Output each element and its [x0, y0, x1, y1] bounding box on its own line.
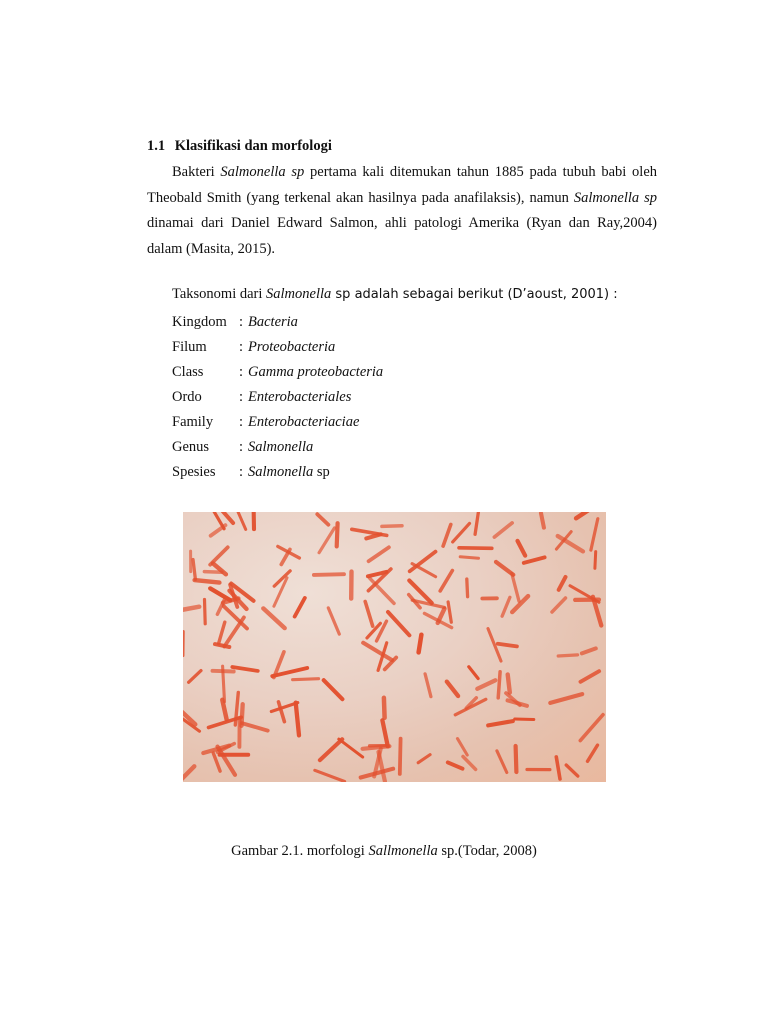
taxonomy-colon: : — [239, 314, 244, 330]
bacterium-rod — [550, 694, 582, 703]
bacterium-rod — [595, 552, 596, 569]
taxonomy-value: Enterobacteriaciae — [248, 414, 360, 430]
taxonomy-row — [172, 335, 383, 360]
bacterium-rod — [458, 739, 468, 755]
bacterium-rod — [320, 739, 342, 760]
bacterium-rod — [242, 704, 243, 726]
bacterium-rod — [221, 512, 233, 523]
taxonomy-colon: : — [239, 364, 244, 380]
bacterium-rod — [508, 675, 510, 693]
section-title: Klasifikasi dan morfologi — [174, 138, 332, 154]
bacterium-rod — [447, 682, 458, 696]
taxonomy-colon: : — [239, 414, 244, 430]
taxonomy-row — [172, 310, 383, 335]
bacterium-rod — [559, 577, 566, 590]
bacterium-rod — [314, 574, 344, 575]
bacterium-rod — [271, 703, 298, 712]
bacterium-rod — [459, 548, 492, 549]
bacterium-rod — [296, 703, 299, 736]
bacterium-rod — [365, 602, 373, 627]
bacterium-rod — [263, 608, 284, 628]
bacterium-rod — [552, 598, 566, 612]
taxonomy-row — [172, 410, 383, 435]
bacterium-rod — [502, 597, 510, 616]
taxonomy-rank: Filum — [172, 339, 207, 355]
bacterium-rod — [324, 680, 343, 699]
bacterium-rod — [438, 609, 445, 623]
bacterium-rod — [363, 643, 392, 660]
taxonomy-value: Bacteria — [248, 314, 298, 330]
taxonomy-intro-suffix: sp adalah sebagai berikut (D’aoust, 2001) : — [331, 287, 618, 302]
bacterium-rod — [440, 571, 452, 591]
bacterium-rod — [467, 579, 468, 597]
bacterium-rod — [183, 607, 199, 612]
bacterium-rod — [524, 557, 545, 563]
caption-text: sp.(Todar, 2008) — [437, 843, 537, 859]
taxonomy-rank: Genus — [172, 439, 210, 455]
bacterium-rod — [234, 512, 246, 529]
bacterium-rod — [566, 765, 578, 776]
bacterium-rod — [516, 746, 517, 772]
taxonomy-colon: : — [239, 439, 244, 455]
taxonomy-rank: Ordo — [172, 389, 202, 405]
bacterium-rod — [205, 600, 206, 624]
bacterium-rod — [581, 671, 600, 682]
paragraph-text: Bakteri — [172, 164, 221, 180]
bacterium-rod — [279, 702, 285, 722]
bacterium-rod — [337, 523, 338, 546]
taxonomy-row — [172, 385, 383, 410]
bacterium-rod — [582, 648, 596, 653]
bacterium-rod — [591, 519, 598, 550]
taxonomy-rank: Spesies — [172, 464, 216, 480]
bacterium-rod — [518, 541, 526, 556]
taxonomy-intro-text: Taksonomi dari — [172, 286, 267, 302]
bacterium-rod — [369, 547, 389, 561]
bacterium-rod — [580, 715, 603, 741]
bacterium-rod — [400, 739, 401, 774]
bacterium-rod — [352, 529, 387, 535]
bacterium-rod — [497, 751, 507, 773]
paragraph-species: Salmonella sp — [573, 189, 658, 206]
bacterium-rod — [576, 512, 594, 518]
intro-paragraph — [147, 160, 657, 262]
bacterium-rod — [453, 523, 470, 542]
bacterium-rod — [388, 612, 409, 635]
figure-caption — [0, 843, 768, 860]
taxonomy-value: Enterobacteriales — [248, 389, 352, 405]
taxonomy-rank: Kingdom — [172, 314, 227, 330]
bacterium-rod — [515, 719, 534, 720]
taxonomy-colon: : — [239, 464, 244, 480]
bacterium-rod — [448, 602, 451, 622]
bacterium-rod — [558, 655, 577, 656]
bacterium-rod — [488, 721, 513, 725]
caption-genus: Sallmonella — [368, 843, 438, 859]
bacterium-rod — [242, 723, 268, 730]
taxonomy-row — [172, 360, 383, 385]
bacterium-rod — [183, 766, 194, 782]
bacterium-rod — [384, 698, 385, 718]
taxonomy-value: Salmonella sp — [248, 464, 330, 480]
bacterium-rod — [541, 513, 544, 527]
bacterium-rod — [223, 666, 225, 702]
bacterium-rod — [293, 679, 319, 680]
taxonomy-intro — [172, 286, 618, 303]
bacterium-rod — [204, 572, 221, 573]
taxonomy-value: Gamma proteobacteria — [248, 364, 384, 380]
section-number: 1.1 — [147, 138, 166, 154]
bacteria-illustration — [183, 512, 606, 782]
paragraph-text: pertama kali ditemukan tahun 1885 pada tubuh babi oleh Theobald Smith (yang terkenal akan hasilnya pada anafilaksis), namun — [147, 164, 658, 206]
taxonomy-row — [172, 435, 383, 460]
section-heading — [147, 138, 332, 155]
bacterium-rod — [382, 720, 387, 746]
bacterium-rod — [232, 667, 257, 671]
bacterium-rod — [425, 674, 431, 697]
bacterium-rod — [498, 672, 500, 698]
bacterium-rod — [463, 757, 476, 770]
bacterium-rod — [295, 598, 305, 617]
bacterium-rod — [370, 578, 394, 603]
taxonomy-row — [172, 460, 383, 485]
bacterium-rod — [189, 671, 201, 683]
taxonomy-table — [172, 310, 383, 485]
taxonomy-rank: Family — [172, 414, 214, 430]
bacterium-rod — [588, 745, 598, 761]
bacterium-rod — [215, 644, 229, 647]
bacterium-rod — [448, 762, 463, 768]
bacterium-rod — [494, 523, 512, 537]
bacterium-rod — [219, 622, 225, 643]
bacterium-rod — [460, 557, 478, 559]
bacteria-micrograph — [183, 512, 606, 782]
bacterium-rod — [418, 755, 430, 763]
bacterium-rod — [498, 644, 517, 647]
bacterium-rod — [317, 514, 328, 525]
bacterium-rod — [315, 770, 345, 781]
bacterium-rod — [475, 512, 480, 534]
bacterium-rod — [222, 700, 226, 720]
taxonomy-intro-genus: Salmonella — [266, 286, 332, 302]
bacterium-rod — [319, 528, 334, 553]
taxonomy-colon: : — [239, 339, 244, 355]
caption-text: Gambar 2.1. morfologi — [231, 843, 369, 859]
bacterium-rod — [253, 512, 254, 529]
taxonomy-value: Proteobacteria — [248, 339, 336, 355]
taxonomy-rank: Class — [172, 364, 204, 380]
bacterium-rod — [211, 525, 226, 536]
taxonomy-value: Salmonella — [248, 439, 314, 455]
bacterium-rod — [193, 560, 195, 580]
bacterium-rod — [419, 635, 422, 653]
bacterium-rod — [443, 525, 451, 547]
bacterium-rod — [469, 667, 478, 679]
bacterium-rod — [477, 680, 495, 689]
paragraph-species: Salmonella sp — [220, 164, 305, 180]
bacterium-rod — [382, 526, 402, 527]
bacterium-rod — [328, 608, 339, 634]
bacterium-rod — [512, 596, 528, 612]
taxonomy-colon: : — [239, 389, 244, 405]
bacterium-rod — [556, 757, 560, 779]
bacterium-rod — [512, 574, 519, 602]
bacterium-rod — [195, 580, 220, 583]
paragraph-text: dinamai dari Daniel Edward Salmon, ahli patologi Amerika (Ryan dan Ray,2004) dalam (Masita, 2015). — [147, 215, 657, 257]
